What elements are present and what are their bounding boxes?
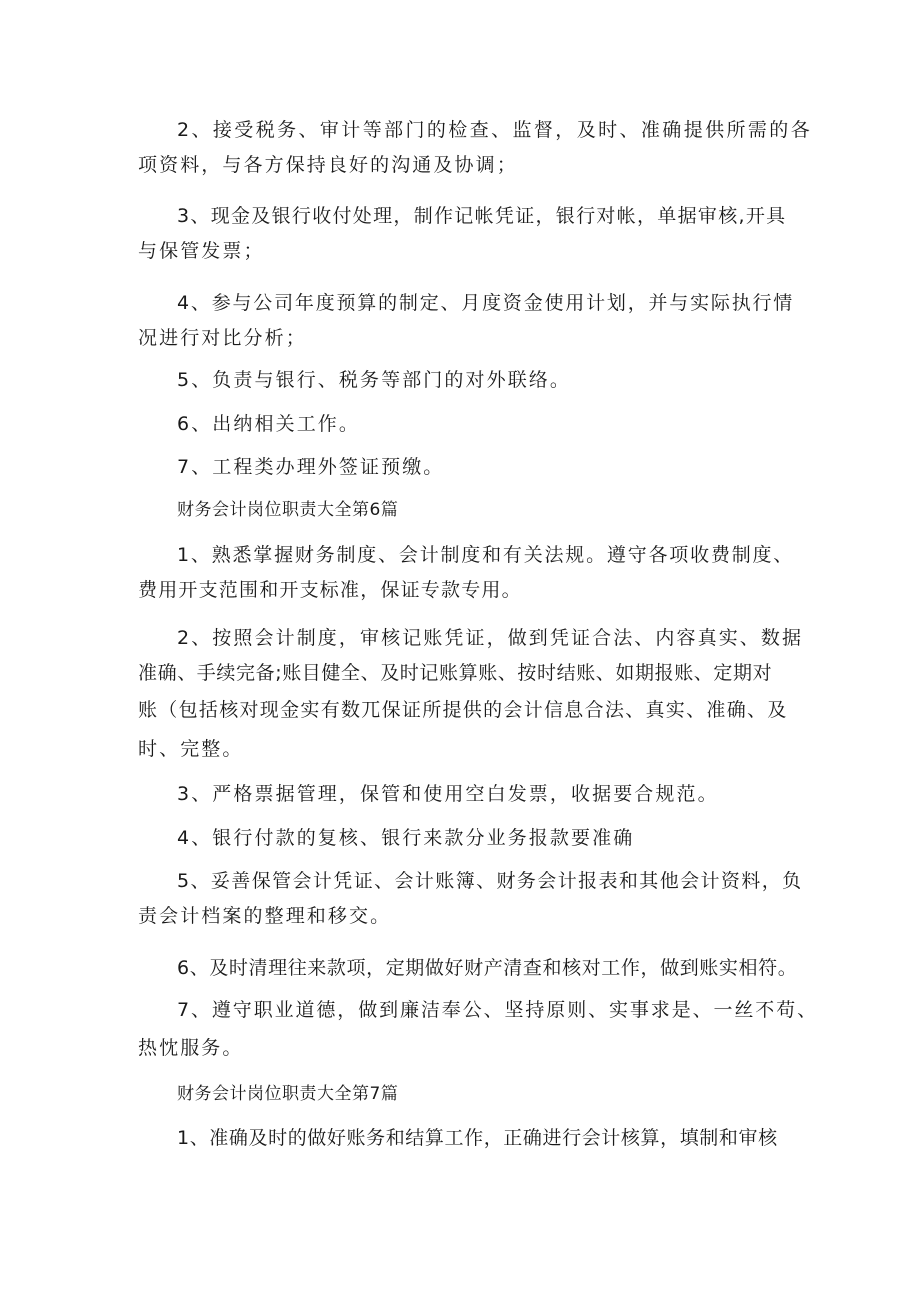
s1-item2-line2: 项资料，与各方保持良好的沟通及协调； [138, 154, 518, 176]
s1-item5: 5、负责与银行、税务等部门的对外联络。 [177, 369, 571, 391]
s6-item2-line3: 账（包括核对现金实有数兀保证所提供的会计信息合法、真实、准确、及 [138, 699, 788, 721]
s6-item7-line1: 7、遵守职业道德，做到廉洁奉公、坚持原则、实事求是、一丝不苟、 [177, 999, 818, 1021]
s6-item2-line1: 2、按照会计制度，审核记账凭证，做到凭证合法、内容真实、数据 [177, 627, 804, 649]
s6-item1-line2: 费用开支范围和开支标准，保证专款专用。 [138, 579, 522, 601]
s6-item5-line1: 5、妥善保管会计凭证、会计账簿、财务会计报表和其他会计资料，负 [177, 870, 803, 892]
s1-item3-line1: 3、现金及银行收付处理，制作记帐凭证，银行对帐，单据审核,开具 [177, 205, 787, 227]
s6-item4: 4、银行付款的复核、银行来款分业务报款要准确 [177, 827, 635, 849]
s6-item2-line2: 准确、手续完备;账目健全、及时记账算账、按时结账、如期报账、定期对 [138, 662, 773, 684]
s1-item2-line1: 2、接受税务、审计等部门的检查、监督，及时、准确提供所需的各 [177, 119, 813, 141]
s1-item4-line1: 4、参与公司年度预算的制定、月度资金使用计划，并与实际执行情 [177, 292, 795, 314]
s6-item6: 6、及时清理往来款项，定期做好财产清查和核对工作，做到账实相符。 [177, 957, 798, 979]
s1-item3-line2: 与保管发票； [138, 240, 265, 262]
s1-item6: 6、出纳相关工作。 [177, 413, 360, 435]
s1-item7: 7、工程类办理外签证预缴。 [177, 456, 445, 478]
s6-item1-line1: 1、熟悉掌握财务制度、会计制度和有关法规。遵守各项收费制度、 [177, 544, 795, 566]
s7-item1-line1: 1、准确及时的做好账务和结算工作，正确进行会计核算，填制和审核 [177, 1127, 778, 1149]
section6-heading: 财务会计岗位职责大全第6篇 [177, 500, 399, 520]
s6-item7-line2: 热忱服务。 [138, 1037, 244, 1059]
s6-item2-line4: 时、完整。 [138, 738, 244, 760]
s6-item5-line2: 责会计档案的整理和移交。 [138, 905, 392, 927]
section7-heading: 财务会计岗位职责大全第7篇 [177, 1084, 399, 1104]
s6-item3: 3、严格票据管理，保管和使用空白发票，收据要合规范。 [177, 783, 719, 805]
s1-item4-line2: 况进行对比分析； [138, 327, 307, 349]
